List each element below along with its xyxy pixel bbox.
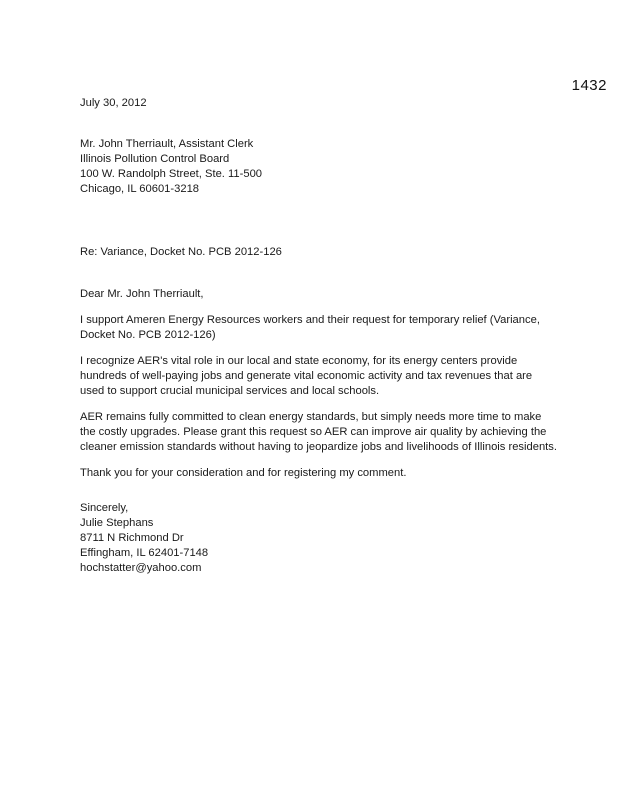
paragraph-line: used to support crucial municipal services and local schools. xyxy=(80,385,380,397)
signer-name: Julie Stephans xyxy=(80,517,154,529)
body-paragraph xyxy=(80,466,580,481)
body-paragraph xyxy=(80,313,580,343)
paragraph-line: cleaner emission standards without having to jeopardize jobs and livelihoods of Illinois residents. xyxy=(80,441,557,453)
closing-word: Sincerely, xyxy=(80,502,129,514)
paragraph-line: I recognize AER's vital role in our local and state economy, for its energy centers provide xyxy=(80,355,518,367)
body-paragraph xyxy=(80,354,580,399)
paragraph-line: AER remains fully committed to clean energy standards, but simply needs more time to make xyxy=(80,411,542,423)
salutation: Dear Mr. John Therriault, xyxy=(80,288,204,300)
recipient-city: Chicago, IL 60601-3218 xyxy=(80,183,200,195)
letter-date: July 30, 2012 xyxy=(80,97,147,109)
signature-block xyxy=(80,501,580,576)
paragraph-line: I support Ameren Energy Resources workers and their request for temporary relief (Variance, xyxy=(80,314,540,326)
signer-email: hochstatter@yahoo.com xyxy=(80,562,202,574)
body-paragraph xyxy=(80,410,580,455)
recipient-street: 100 W. Randolph Street, Ste. 11-500 xyxy=(80,168,263,180)
signer-street: 8711 N Richmond Dr xyxy=(80,532,184,544)
signer-city: Effingham, IL 62401-7148 xyxy=(80,547,209,559)
paragraph-line: the costly upgrades. Please grant this request so AER can improve air quality by achieving the xyxy=(80,426,547,438)
paragraph-line: Thank you for your consideration and for registering my comment. xyxy=(80,467,407,479)
letter-body xyxy=(80,96,580,576)
recipient-name: Mr. John Therriault, Assistant Clerk xyxy=(80,138,254,150)
page-number: 1432 xyxy=(571,77,607,94)
subject-line: Re: Variance, Docket No. PCB 2012-126 xyxy=(80,246,282,258)
paragraph-line: Docket No. PCB 2012-126) xyxy=(80,329,216,341)
recipient-address xyxy=(80,137,580,197)
paragraph-line: hundreds of well-paying jobs and generate vital economic activity and tax revenues that are xyxy=(80,370,533,382)
recipient-organization: Illinois Pollution Control Board xyxy=(80,153,230,165)
